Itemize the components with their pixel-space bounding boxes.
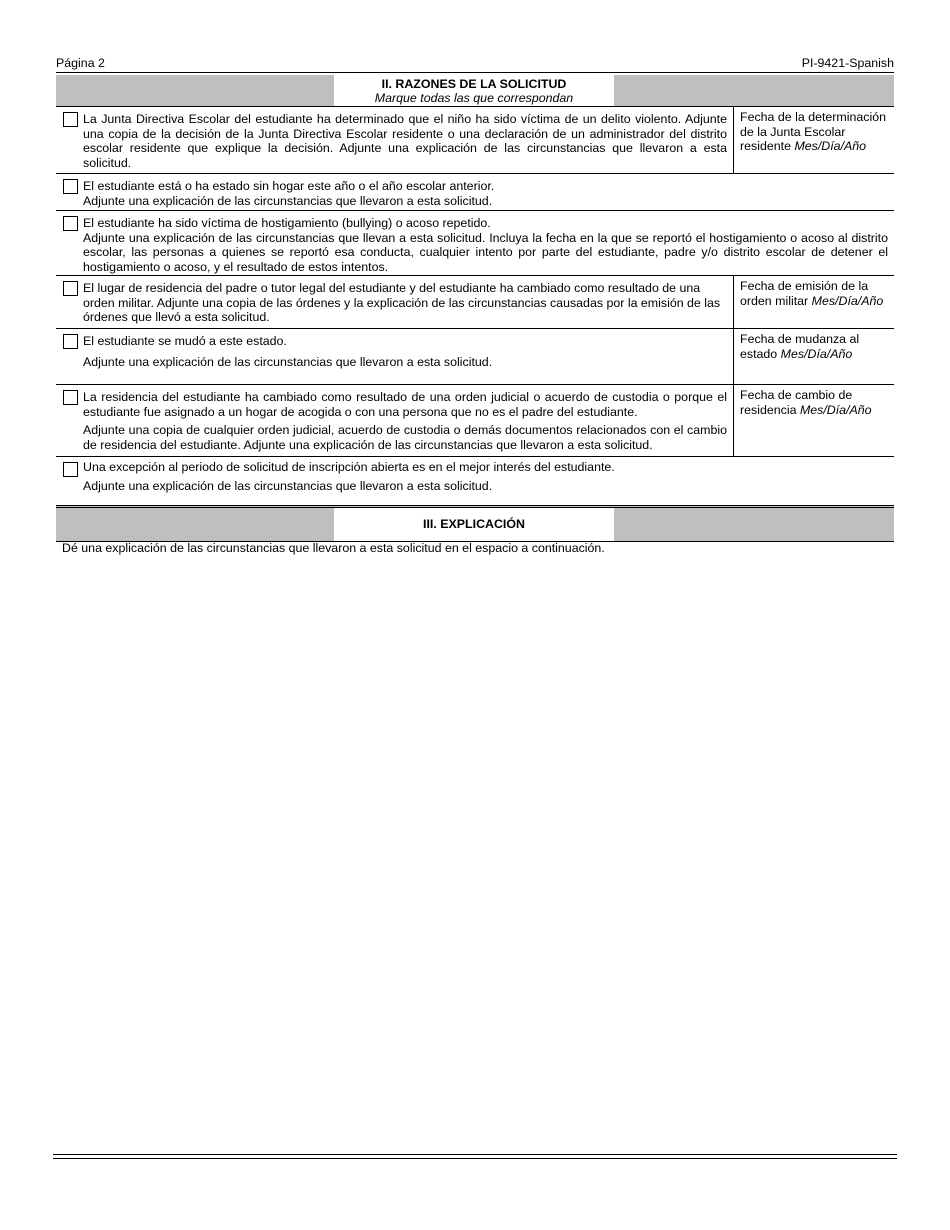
section-3-title: III. EXPLICACIÓN — [334, 508, 614, 541]
reason-text: La residencia del estudiante ha cambiado como resultado de una orden judicial o acuerdo de custodia o porque el estudiante fue asignado a un hogar de acogida o con una persona que no es el padre del estudiante. — [83, 390, 727, 419]
reason-text: Una excepción al periodo de solicitud de inscripción abierta es en el mejor interés del estudiante. — [83, 460, 615, 474]
date-format-hint: Mes/Día/Año — [799, 402, 872, 417]
reason-instruction: Adjunte una explicación de las circunstancias que llevan a esta solicitud. Incluya la fecha en la que se reportó el hostigamiento o acoso al distrito escolar, las personas a quienes se reportó esa conducta, cualquier intento por parte del estudiante, padre y/o distrito escolar de detener el hostigamiento o acoso, y el resultado de estos intentos. — [83, 230, 888, 274]
footer-rule — [53, 1154, 897, 1159]
reason-text: El estudiante está o ha estado sin hogar este año o el año escolar anterior. — [83, 179, 495, 193]
reason-row-violent-crime — [56, 107, 894, 174]
reason-instruction: Adjunte una explicación de las circunstancias que llevaron a esta solicitud. — [83, 354, 493, 369]
section-2-header — [56, 75, 894, 107]
date-format-hint: Mes/Día/Año — [794, 139, 867, 154]
reason-instruction: Adjunte una explicación de las circunstancias que llevaron a esta solicitud. — [83, 478, 493, 493]
date-format-hint: Mes/Día/Año — [780, 346, 853, 361]
reason-checkbox-military-order[interactable] — [63, 281, 78, 296]
reason-row-best-interest — [56, 457, 894, 502]
reason-row-bullying — [56, 211, 894, 276]
date-field-military-order[interactable] — [733, 276, 884, 328]
reason-checkbox-violent-crime[interactable] — [63, 112, 78, 127]
date-field-label: Fecha de la determinación de la Junta Escolar residente — [740, 110, 887, 154]
reason-row-moved-to-state — [56, 329, 894, 385]
reason-checkbox-moved-to-state[interactable] — [63, 334, 78, 349]
reason-row-residence-change — [56, 385, 894, 457]
date-field-residence-change[interactable] — [733, 385, 872, 456]
reason-checkbox-best-interest[interactable] — [63, 462, 78, 477]
date-field-label: Fecha de mudanza al estado — [740, 332, 860, 361]
date-field-label: Fecha de emisión de la orden militar — [740, 279, 869, 308]
section-2-title: II. RAZONES DE LA SOLICITUD — [381, 77, 567, 91]
date-format-hint: Mes/Día/Año — [811, 293, 884, 308]
page-number: Página 2 — [56, 56, 105, 70]
reason-checkbox-residence-change[interactable] — [63, 390, 78, 405]
reason-checkbox-bullying[interactable] — [63, 216, 78, 231]
reason-row-military-order — [56, 276, 894, 329]
section-2-subtitle: Marque todas las que correspondan — [374, 91, 574, 105]
date-field-move[interactable] — [733, 329, 860, 384]
section-3-header — [56, 505, 894, 542]
reason-row-homeless — [56, 174, 894, 211]
reason-checkbox-homeless[interactable] — [63, 179, 78, 194]
reason-text: El estudiante ha sido víctima de hostigamiento (bullying) o acoso repetido. — [83, 216, 491, 230]
section-3-instruction: Dé una explicación de las circunstancias que llevaron a esta solicitud en el espacio a continuación. — [62, 541, 605, 555]
header-rule — [56, 72, 894, 73]
reason-text: El estudiante se mudó a este estado. — [83, 334, 287, 348]
form-id: PI-9421-Spanish — [801, 56, 894, 70]
reason-text: La Junta Directiva Escolar del estudiante ha determinado que el niño ha sido víctima de un delito violento. Adjunte una copia de la decisión de la Junta Directiva Escolar residente o una declaración de un administrador del distrito escolar residente que explique la decisión. Adjunte una explicación de las circunstancias que llevaron a esta solicitud. — [83, 112, 727, 170]
date-field-board-determination[interactable] — [733, 107, 887, 173]
reason-text: El lugar de residencia del padre o tutor legal del estudiante y del estudiante ha cambiado como resultado de una orden militar. Adjunte una copia de las órdenes y la explicación de las circunstancias causadas por la emisión de las órdenes que llevó a esta solicitud. — [83, 281, 721, 325]
page-header — [56, 56, 894, 72]
reason-instruction: Adjunte una copia de cualquier orden judicial, acuerdo de custodia o demás documentos relacionados con el cambio de residencia del estudiante. Adjunte una explicación de las circunstancias que llevaron a esta solicitud. — [83, 423, 727, 452]
date-field-label: Fecha de cambio de residencia — [740, 388, 853, 417]
reason-instruction: Adjunte una explicación de las circunstancias que llevaron a esta solicitud. — [83, 193, 493, 208]
